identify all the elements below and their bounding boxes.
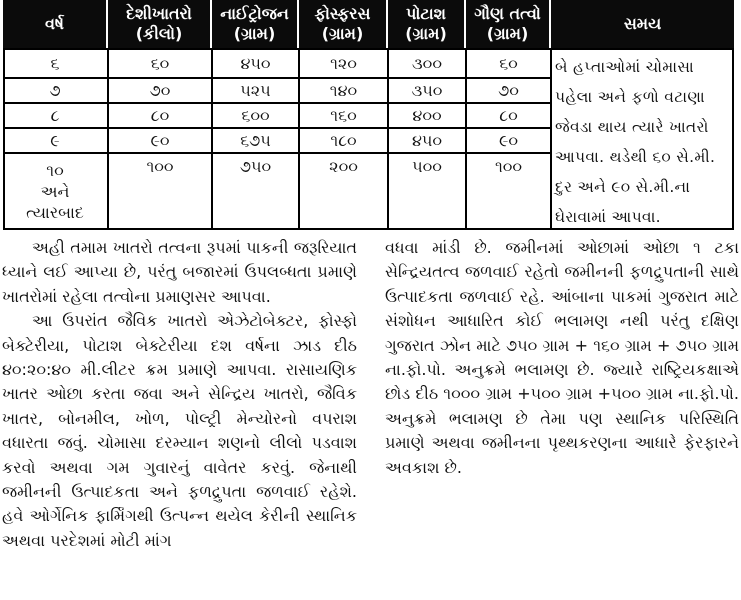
year-line: અને [40,181,70,201]
cell-nitrogen: ૭૫૦ [239,157,272,176]
cell-secondary: ૮૦ [499,105,518,125]
nutrient-table [3,0,734,230]
cell-phosphorus: ૨૦૦ [329,157,358,176]
time-line: દુર અને ૯૦ સે.મી.ના [555,178,691,196]
header-unit: (ગ્રામ) [321,24,364,43]
time-line: જેવડા થાય ત્યારે ખાતરો [555,118,709,136]
header-manure [108,0,212,48]
cell-year: ૮ [50,105,60,125]
cell-potash: ૫૦૦ [412,157,442,176]
header-nitrogen [212,0,299,48]
header-phosphorus [299,0,388,48]
header-label: નાઈટ્રોજન [220,4,289,23]
cell-manure: ૭૦ [149,80,171,100]
column-divider [550,48,552,230]
cell-secondary: ૯૦ [498,130,519,150]
cell-phosphorus: ૧૬૦ [330,105,357,125]
cell-potash: ૪૦૦ [412,105,442,125]
cell-phosphorus: ૧૨૦ [330,53,357,73]
cell-manure: ૬૦ [150,53,170,73]
header-time [551,0,734,48]
header-label: પોટાશ [406,4,446,23]
cell-nitrogen: ૬૦૦ [241,105,270,125]
left-column-text [2,236,357,553]
cell-phosphorus: ૧૪૦ [329,80,358,100]
cell-secondary: ૭૦ [498,80,519,100]
cell-potash: ૪૫૦ [411,130,443,150]
paragraph: આ ઉપરાંત જૈવિક ખાતરો એઝેટોબેક્ટર, ફોસ્ફો બેક્ટેરીયા, પોટાશ બેક્ટેરીયા દશ વર્ષના ઝાડ દીઠ ૪૦:૨૦:૪૦ મી.લીટર ક્રમ પ્રમાણે આપવા. રાસાયણિક ખાતર ઓછા કરતા જવા અને સેન્દ્રિય ખાતરો, જૈવિક ખાતર, બોનમીલ, ખોળ, પોલ્ટ્રી મેન્યોરનો વપરાશ વધારતા જવું. ચોમાસા દરમ્યાન શણનો લીલો પડવાશ કરવો અથવા ગમ ગુવારનું વાવેતર કરવું. જેનાથી જમીનની ઉત્પાદકતા અને ફળદ્રુપતા જળવાઈ રહેશે. હવે ઓર્ગેનિક ફાર્મિંગથી ઉત્પન્ન થયેલ કેરીની સ્થાનિક અથવા પરદેશમાં મોટી માંગ [2,311,357,550]
cell-year: ૯ [50,130,60,150]
header-label: સમય [623,14,662,33]
right-column-text [385,236,739,480]
time-line: આપવા. થડેથી ૬૦ સે.મી. [555,148,716,166]
header-unit: (કીલો) [135,24,183,43]
time-line: પહેલા અને ફળો વટાણા [555,88,705,106]
cell-year: ૬ [50,53,60,73]
paragraph: વધવા માંડી છે. જમીનમાં ઓછામાં ઓછા ૧ ટકા સેન્દ્રિયતત્વ જળવાઈ રહેતો જમીનની ફળદ્રુપતાની સાથે ઉત્પાદકતા જળવાઈ રહે. આંબાના પાકમાં ગુજરાત માટે સંશોધન આધારિત કોઈ ભલામણ નથી પરંતુ દક્ષિણ ગુજરાત ઝોન માટે ૭૫૦ ગ્રામ + ૧૬૦ ગ્રામ + ૭૫૦ ગ્રામ ના.ફો.પો. અનુક્રમે ભલામણ છે. જ્યારે રાષ્ટ્રિયકક્ષાએ છોડ દીઠ ૧૦૦૦ ગ્રામ +૫૦૦ ગ્રામ +૫૦૦ ગ્રામ ના.ફો.પો. અનુક્રમે ભલામણ છે તેમા પણ સ્થાનિક પરિસ્થિતિ પ્રમાણે અથવા જમીનના પૃથ્થકરણના આધારે ફેરફારને અવકાશ છે. [385,238,739,477]
cell-nitrogen: ૫૨૫ [240,80,271,100]
cell-secondary: ૬૦ [499,53,518,73]
time-line: ઘેરાવામાં આપવા. [555,208,661,226]
paragraph: અહી તમામ ખાતરો તત્વના રૂપમાં પાકની જરૂરિયાત ધ્યાને લઈ આપ્યા છે, પરંતુ બજારમાં ઉપલબ્ધતા પ્રમાણે ખાતરોમાં રહેલા તત્વોના પ્રમાણસર આપવા. [2,238,357,306]
year-line: ત્યારબાદ [26,202,84,222]
header-label: ફોસ્ફરસ [314,4,371,23]
cell-secondary: ૧૦૦ [494,157,523,176]
time-line: બે હપ્તાઓમાં ચોમાસા [555,58,694,76]
cell-time-instructions [555,52,731,232]
header-year [3,0,108,48]
cell-manure: ૧૦૦ [146,157,174,176]
header-label: ગૌણ તત્વો [474,4,541,23]
header-unit: (ગ્રામ) [233,24,276,43]
cell-manure: ૮૦ [150,105,170,125]
header-label: વર્ષ [45,14,64,33]
header-unit: (ગ્રામ) [486,24,529,43]
cell-nitrogen: ૬૭૫ [240,130,271,150]
cell-year: ૭ [49,80,61,100]
cell-potash: ૩૫૦ [411,80,443,100]
cell-phosphorus: ૧૮૦ [330,130,357,150]
header-secondary-nutrients [466,0,551,48]
cell-potash: ૩૦૦ [412,53,442,73]
header-unit: (ગ્રામ) [405,24,447,43]
header-potash [388,0,466,48]
header-label: દેશીખાતરો [126,4,192,23]
cell-manure: ૯૦ [150,130,170,150]
year-line: ૧૦ [46,160,64,180]
cell-year-multiline [3,154,107,228]
cell-nitrogen: ૪૫૦ [240,53,271,73]
